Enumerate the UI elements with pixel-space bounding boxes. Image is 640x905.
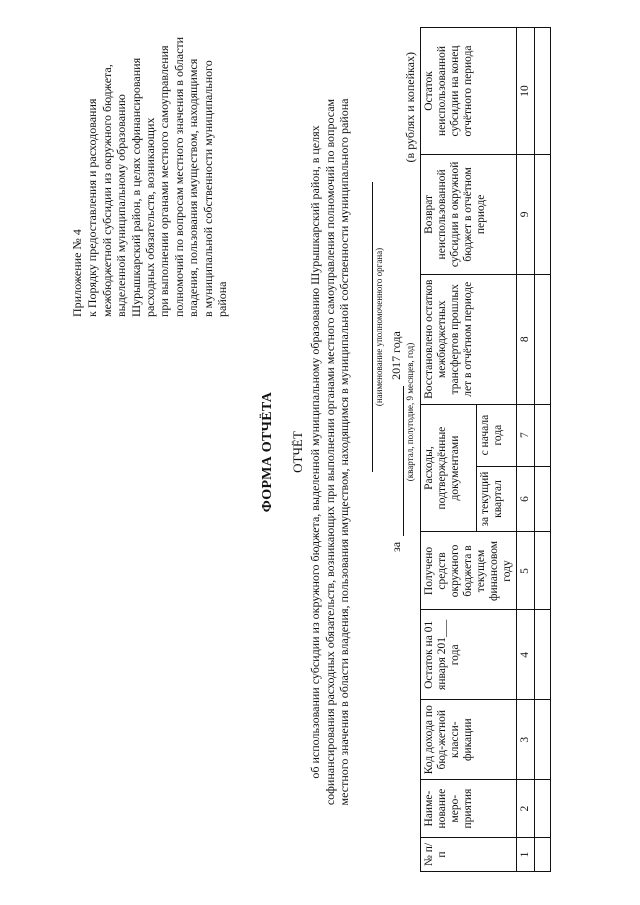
appendix-title: Приложение № 4 bbox=[70, 229, 84, 317]
report-desc-line: местного значения в области владения, пользования имуществом, находящимся в муниципальной собственности муниципального района bbox=[337, 98, 351, 806]
header-name: Наиме-нование меро-приятия bbox=[421, 780, 517, 838]
report-description bbox=[308, 52, 352, 852]
appendix-line: расходных обязательств, возникающих bbox=[143, 117, 158, 317]
table-cell bbox=[535, 466, 551, 532]
col-number: 2 bbox=[517, 780, 535, 838]
period-suffix: 2017 года bbox=[389, 331, 403, 380]
header-received: Получено средств окружного бюджета в текущем финансовом году bbox=[421, 532, 517, 610]
header-code: Код дохода по бюд-жетной класси-фикации bbox=[421, 700, 517, 780]
appendix-line: полномочий по вопросам местного значения в области bbox=[171, 36, 186, 317]
report-table bbox=[420, 27, 551, 872]
table-cell bbox=[535, 532, 551, 610]
table-cell bbox=[535, 28, 551, 155]
appendix-line: района bbox=[215, 281, 230, 317]
table-cell bbox=[535, 700, 551, 780]
appendix-line: при выполнении органами местного самоуправления bbox=[157, 45, 172, 317]
org-name-underline bbox=[372, 182, 373, 472]
appendix-line: в муниципальной собственности муниципального bbox=[200, 60, 215, 317]
col-number: 6 bbox=[517, 466, 535, 532]
col-number: 7 bbox=[517, 404, 535, 466]
table-column-numbers-row bbox=[517, 28, 535, 872]
table-cell bbox=[535, 404, 551, 466]
form-title: ФОРМА ОТЧЁТА bbox=[260, 391, 275, 513]
col-number: 10 bbox=[517, 28, 535, 155]
table-header-row bbox=[421, 28, 477, 872]
table-row bbox=[535, 28, 551, 872]
col-number: 4 bbox=[517, 610, 535, 700]
rotated-document-page bbox=[10, 12, 630, 892]
header-expenses: Расходы, подтверждённые документами bbox=[421, 404, 477, 532]
table-cell bbox=[535, 838, 551, 872]
table-cell bbox=[535, 610, 551, 700]
currency-note: (в рублях и копейках) bbox=[403, 52, 417, 163]
appendix-line: Шурышкарский район, в целях софинансирования bbox=[128, 57, 143, 317]
col-number: 3 bbox=[517, 700, 535, 780]
col-number: 9 bbox=[517, 154, 535, 274]
header-balance-end: Остаток неиспользованной субсидии на конец отчётного периода bbox=[421, 28, 517, 155]
appendix-line: к Порядку предоставления и расходования bbox=[85, 98, 100, 317]
org-caption: (наименование уполномоченного органа) bbox=[374, 247, 384, 407]
table-cell bbox=[535, 274, 551, 404]
report-title: ОТЧЁТ bbox=[290, 431, 305, 473]
col-number: 8 bbox=[517, 274, 535, 404]
appendix-line: выделенной муниципальному образованию bbox=[114, 94, 129, 317]
header-restored: Восстановлено остатков межбюджетных трансфертов прошлых лет в отчётном периоде bbox=[421, 274, 517, 404]
report-desc-line: об использовании субсидии из окружного бюджета, выделенной муниципальному образованию Шурышкарский район, в целях bbox=[308, 125, 322, 779]
period-caption: (квартал, полугодие, 9 месяцев, год) bbox=[405, 342, 415, 482]
header-balance-start: Остаток на 01 января 201___ года bbox=[421, 610, 517, 700]
header-exp-quarter: за текущий квартал bbox=[477, 466, 517, 532]
header-exp-year: с начала года bbox=[477, 404, 517, 466]
header-no: № п/п bbox=[421, 838, 517, 872]
table-cell bbox=[535, 780, 551, 838]
col-number: 5 bbox=[517, 532, 535, 610]
period-blank bbox=[392, 386, 404, 536]
report-desc-line: софинансирования расходных обязательств, возникающих при выполнении органами местного самоуправления полномочий по вопросам bbox=[322, 98, 337, 806]
period-line bbox=[389, 152, 404, 552]
header-returned: Возврат неиспользованной субсидии в окружной бюджет в отчётном периоде bbox=[421, 154, 517, 274]
col-number: 1 bbox=[517, 838, 535, 872]
appendix-line: владения, пользования имуществом, находящимся bbox=[186, 58, 201, 317]
period-prefix: за bbox=[389, 541, 403, 552]
table-cell bbox=[535, 154, 551, 274]
appendix-block bbox=[70, 27, 229, 317]
appendix-line: межбюджетной субсидии из окружного бюджета, bbox=[99, 64, 114, 317]
